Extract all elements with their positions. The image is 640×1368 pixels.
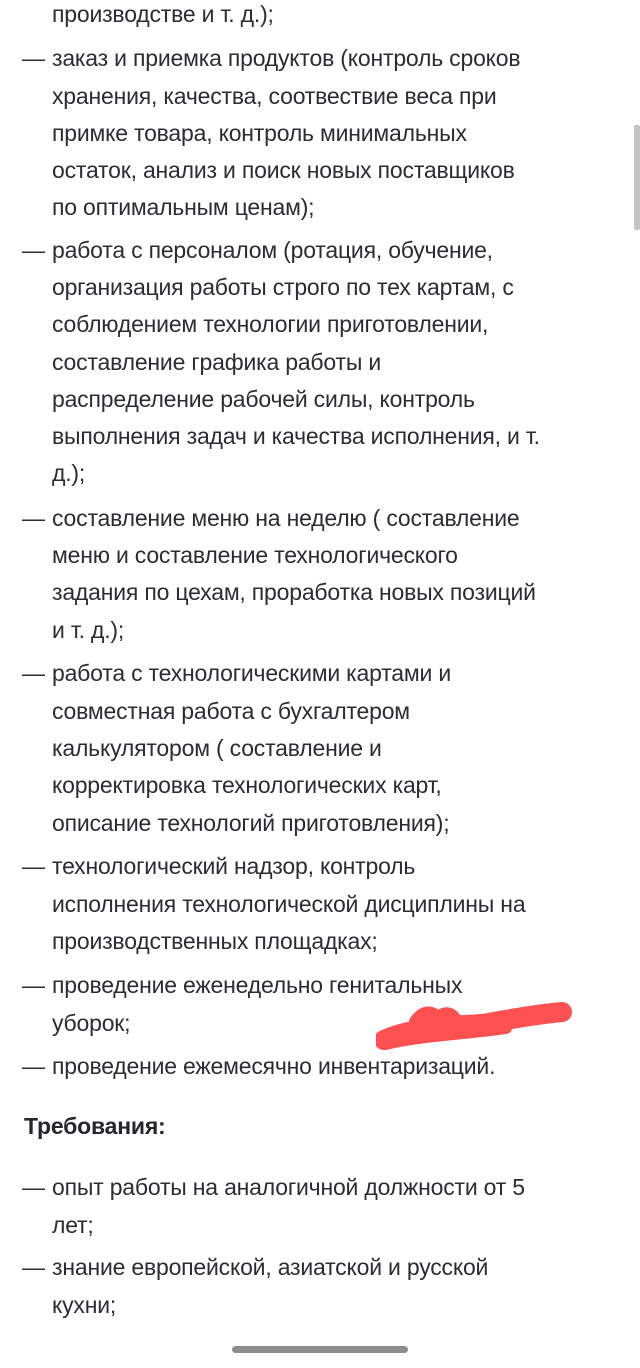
duty-line: соблюдением технологии приготовлении,	[52, 311, 489, 337]
duty-line: работа с персоналом (ротация, обучение,	[52, 237, 493, 263]
red-scribble-annotation	[376, 1000, 572, 1050]
duty-line: исполнения технологической дисциплины на	[52, 891, 526, 917]
bullet-dash-icon: —	[22, 660, 45, 686]
duty-line: совместная работа с бухгалтером	[52, 698, 410, 724]
requirements-heading: Требования:	[24, 1113, 166, 1139]
bullet-dash-icon: —	[22, 505, 45, 531]
duty-line: проведение еженедельно генитальных	[52, 972, 463, 998]
duty-line: заказ и приемка продуктов (контроль сроков	[52, 45, 521, 71]
requirement-line: знание европейской, азиатской и русской	[52, 1254, 489, 1280]
duty-line: описание технологий приготовления);	[52, 810, 450, 836]
duty-line: по оптимальным ценам);	[52, 194, 315, 220]
duty-line: уборок;	[52, 1010, 131, 1036]
duty-line: организация работы строго по тех картам, с	[52, 274, 514, 300]
duty-line: проведение ежемесячно инвентаризаций.	[52, 1053, 496, 1079]
duty-line: остаток, анализ и поиск новых поставщиков	[52, 157, 515, 183]
duty-line: выполнения задач и качества исполнения, и т.	[52, 423, 540, 449]
requirement-line: лет;	[52, 1212, 94, 1238]
duty-line: технологический надзор, контроль	[52, 853, 416, 879]
duty-line: меню и составление технологического	[52, 542, 458, 568]
vertical-scrollbar[interactable]	[634, 125, 640, 230]
requirement-line: кухни;	[52, 1292, 117, 1318]
duty-line: д.);	[52, 460, 86, 486]
bullet-dash-icon: —	[22, 45, 45, 71]
bullet-dash-icon: —	[22, 1053, 45, 1079]
bullet-dash-icon: —	[22, 237, 45, 263]
duty-line: хранения, качества, соотвествие веса при	[52, 83, 497, 109]
duty-line: распределение рабочей силы, контроль	[52, 386, 475, 412]
duty-line: корректировка технологических карт,	[52, 772, 442, 798]
duty-line: работа с технологическими картами и	[52, 660, 451, 686]
duty-line: составление графика работы и	[52, 349, 381, 375]
duty-line: задания по цехам, проработка новых позиций	[52, 579, 536, 605]
duty-line: производственных площадках;	[52, 928, 378, 954]
duty-line: калькулятором ( составление и	[52, 735, 382, 761]
continuation-line: производстве и т. д.);	[52, 1, 274, 27]
requirement-line: опыт работы на аналогичной должности от 5	[52, 1174, 525, 1200]
duty-line: примке товара, контроль минимальных	[52, 120, 467, 146]
duty-line: составление меню на неделю ( составление	[52, 505, 520, 531]
bullet-dash-icon: —	[22, 972, 45, 998]
home-indicator-bar[interactable]	[232, 1346, 408, 1353]
duty-line: и т. д.);	[52, 617, 125, 643]
bullet-dash-icon: —	[22, 853, 45, 879]
bullet-dash-icon: —	[22, 1254, 45, 1280]
bullet-dash-icon: —	[22, 1174, 45, 1200]
